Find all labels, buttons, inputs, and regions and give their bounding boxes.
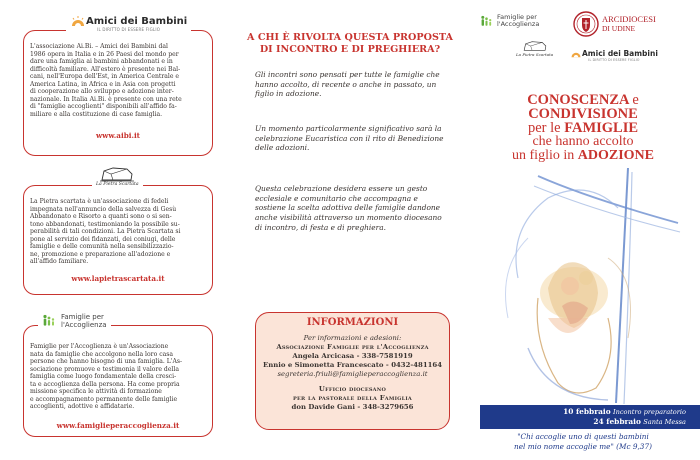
text-line: nata da famiglie che accolgono nella loro casa (30, 350, 174, 358)
info-office: Ufficio diocesano (318, 385, 387, 393)
famiglie-box (23, 313, 213, 437)
event-dates-band (480, 405, 700, 429)
text-line: famiglie e delle comunità nella sensibilizzazio- (30, 243, 174, 251)
aibi-description (30, 43, 206, 118)
text-line: celebrazione Eucaristica con il rito di Benedizione (255, 133, 444, 143)
text-line: delle adozioni. (255, 143, 310, 153)
family-cross-illustration (478, 168, 688, 408)
info-title: INFORMAZIONI (306, 317, 399, 328)
cover-panel (466, 0, 700, 460)
text-line: di "famiglie accoglienti" disponibili all'affido fa- (30, 103, 177, 111)
famiglie-link[interactable]: www.famiglieperaccoglienza.it (56, 421, 180, 430)
headline-line: CONDIVISIONE (528, 106, 638, 122)
text-line: famiglia come luogo fondamentale della cresci- (30, 373, 177, 381)
text-line: di incontro, di festa e di preghiera. (255, 222, 386, 232)
diocese-crest-icon (573, 10, 599, 38)
quote-line: "Chi accoglie uno di questi bambini (517, 432, 649, 441)
text-line: ta e accoglienza della persona. Ha come propria (30, 380, 180, 388)
text-line: nazionale. In Italia Ai.Bi. è presente con una rete (30, 95, 182, 103)
amici-logo-name: Amici dei Bambini (86, 15, 188, 27)
pietra-link[interactable]: www.lapietrascartata.it (71, 274, 165, 283)
text-line: miliare e alla costituzione di case famiglia. (30, 110, 163, 118)
headline-line (466, 93, 700, 107)
text-line: Abbandonato e Risorto a quanti sono o si sen- (30, 213, 172, 221)
text-line: figlio in adozione. (255, 89, 322, 99)
amici-logo-tagline: IL DIRITTO DI ESSERE FIGLIO (97, 27, 161, 32)
text-line: Questa celebrazione desidera essere un gesto (255, 184, 428, 193)
stone-icon (99, 166, 135, 182)
text-line: Gli incontri sono pensati per tutte le famiglie che (255, 70, 440, 79)
famiglie-logo-text (497, 14, 539, 29)
text-line: tono abbandonati, testimoniando la possibile su- (30, 220, 180, 228)
headline-word: un figlio in (512, 148, 575, 163)
section-title-line: DI INCONTRO E DI PREGHIERA? (259, 44, 441, 55)
text-line: L'associazione Ai.Bi. – Amici dei Bambini dal (30, 43, 168, 50)
famiglie-people-icon (42, 314, 56, 328)
section-title (245, 32, 455, 56)
famiglie-logo-line: l'Accoglienza (497, 20, 540, 29)
famiglie-people-icon (480, 15, 493, 28)
aibi-box (23, 15, 213, 156)
event-date-1-desc: Incontro preparatorio (613, 407, 686, 416)
pietra-logo-cover (516, 40, 553, 57)
text-line: Famiglie per l'Accoglienza è un'Associazione (30, 343, 169, 350)
headline-word: e (632, 92, 639, 108)
diocese-name-line: DI UDINE (602, 24, 636, 33)
famiglie-logo-line: Famiglie per (61, 313, 104, 321)
info-intro: Per informazioni e adesioni: (303, 334, 402, 342)
text-line: di cooperazione allo sviluppo e adozione inter- (30, 88, 174, 96)
info-contact-ennio: Ennio e Simonetta Francescato - 0432-481164 (262, 361, 442, 369)
event-date-2 (480, 417, 686, 428)
famiglie-logo-cover (480, 14, 539, 29)
event-date-1-day: 10 febbraio (563, 406, 611, 416)
amici-sun-icon (70, 15, 86, 27)
text-line: La Pietra scartata è un'associazione di fedeli (30, 198, 169, 205)
aibi-link[interactable]: www.aibi.it (95, 131, 141, 140)
famiglie-logo-line: Famiglie per (497, 13, 537, 21)
text-line: persone che hanno bisogno di una famiglia. L'As- (30, 358, 183, 366)
pietra-logo (92, 166, 143, 187)
headline-line (466, 121, 700, 135)
text-line: perabilità di tali condizioni. La Pietra Scartata si (30, 228, 181, 236)
text-line: sociazione promuove e testimonia il valore della (30, 365, 179, 373)
section-title-line: A CHI È RIVOLTA QUESTA PROPOSTA (247, 32, 453, 43)
diocese-name (602, 14, 656, 34)
text-line: sostiene la scelta adottiva delle famiglie dandone (255, 203, 441, 213)
text-line: ecclesiale e comunitario che accompagna e (255, 193, 418, 203)
paragraph-gesture (255, 184, 451, 233)
text-line: difficoltà familiare. All'estero è presente nei Bal- (30, 65, 181, 73)
diocese-name-line: ARCIDIOCESI (602, 14, 656, 24)
middle-panel (233, 0, 466, 460)
gospel-quote (466, 432, 700, 452)
event-date-2-desc: Santa Messa (643, 418, 686, 426)
famiglie-logo-text (61, 313, 107, 329)
stone-icon (522, 40, 548, 52)
text-line: missione specifica le attività di formazione (30, 388, 162, 396)
text-line: Un momento particolarmente significativo sarà la (255, 124, 442, 133)
info-office-pastorale: per la pastorale della Famiglia (293, 394, 412, 402)
amici-sun-icon (570, 49, 582, 58)
famiglie-description (30, 343, 206, 411)
famiglie-logo-line: l'Accoglienza (61, 321, 107, 330)
left-panel (0, 0, 233, 460)
info-email[interactable]: segreteria.friuli@famiglieperaccoglienza.it (277, 370, 428, 378)
text-line: pone al servizio dei fidanzati, dei coniugi, delle (30, 235, 176, 243)
paragraph-intro (255, 70, 451, 99)
text-line: dare una famiglia ai bambini abbandonati e in (30, 58, 173, 66)
amici-logo (66, 15, 191, 32)
amici-logo-cover (570, 49, 658, 62)
text-line: all'affido familiare. (30, 258, 89, 266)
headline-line: che hanno accolto (532, 134, 634, 149)
pietra-description (30, 198, 206, 266)
amici-logo-name: Amici dei Bambini (582, 49, 658, 58)
text-line: America Latina, in Africa e in Asia con progetti (30, 80, 176, 88)
text-line: anche visibilità attraverso un momento diocesano (255, 213, 442, 223)
paragraph-celebration (255, 124, 451, 153)
text-line: 1986 opera in Italia e in 26 Paesi del mondo per (30, 50, 179, 58)
event-date-2-day: 24 febbraio (593, 417, 641, 426)
text-line: impegnata nell'annuncio della salvezza di Gesù (30, 205, 177, 213)
pietra-logo-text: La Pietra Scartata (96, 182, 139, 187)
info-contact-priest: don Davide Gani - 348-3279656 (291, 403, 414, 411)
text-line: accoglienti, adottive e affidatarie. (30, 403, 135, 411)
headline-word: FAMIGLIE (564, 120, 639, 136)
headline-word: ADOZIONE (577, 148, 654, 163)
event-date-1 (480, 407, 686, 418)
info-contact-angela: Angela Arcicasa - 338-7581919 (292, 352, 413, 360)
info-association: Associazione Famiglie per l'Accoglienza (276, 343, 429, 351)
text-line: hanno accolto, di recente o anche in passato, un (255, 79, 437, 89)
archdiocese-logo (573, 10, 656, 38)
headline-word: CONOSCENZA (527, 92, 629, 108)
quote-line: nel mio nome accoglie me" (Mc 9,37) (514, 442, 652, 451)
cover-headline (466, 93, 700, 163)
pietra-box (23, 182, 213, 295)
info-box (255, 312, 450, 430)
text-line: cani, nell'Europa dell'Est, in America Centrale e (30, 73, 180, 81)
amici-logo-tagline: IL DIRITTO DI ESSERE FIGLIO (588, 58, 640, 62)
famiglie-logo (38, 313, 111, 329)
text-line: ne, promozione e preparazione all'adozione e (30, 250, 171, 258)
text-line: e accompagnamento permanente delle famiglie (30, 395, 178, 403)
pietra-logo-text: La Pietra Scartata (516, 52, 554, 57)
headline-line (466, 149, 700, 163)
headline-word: per le (527, 120, 561, 136)
